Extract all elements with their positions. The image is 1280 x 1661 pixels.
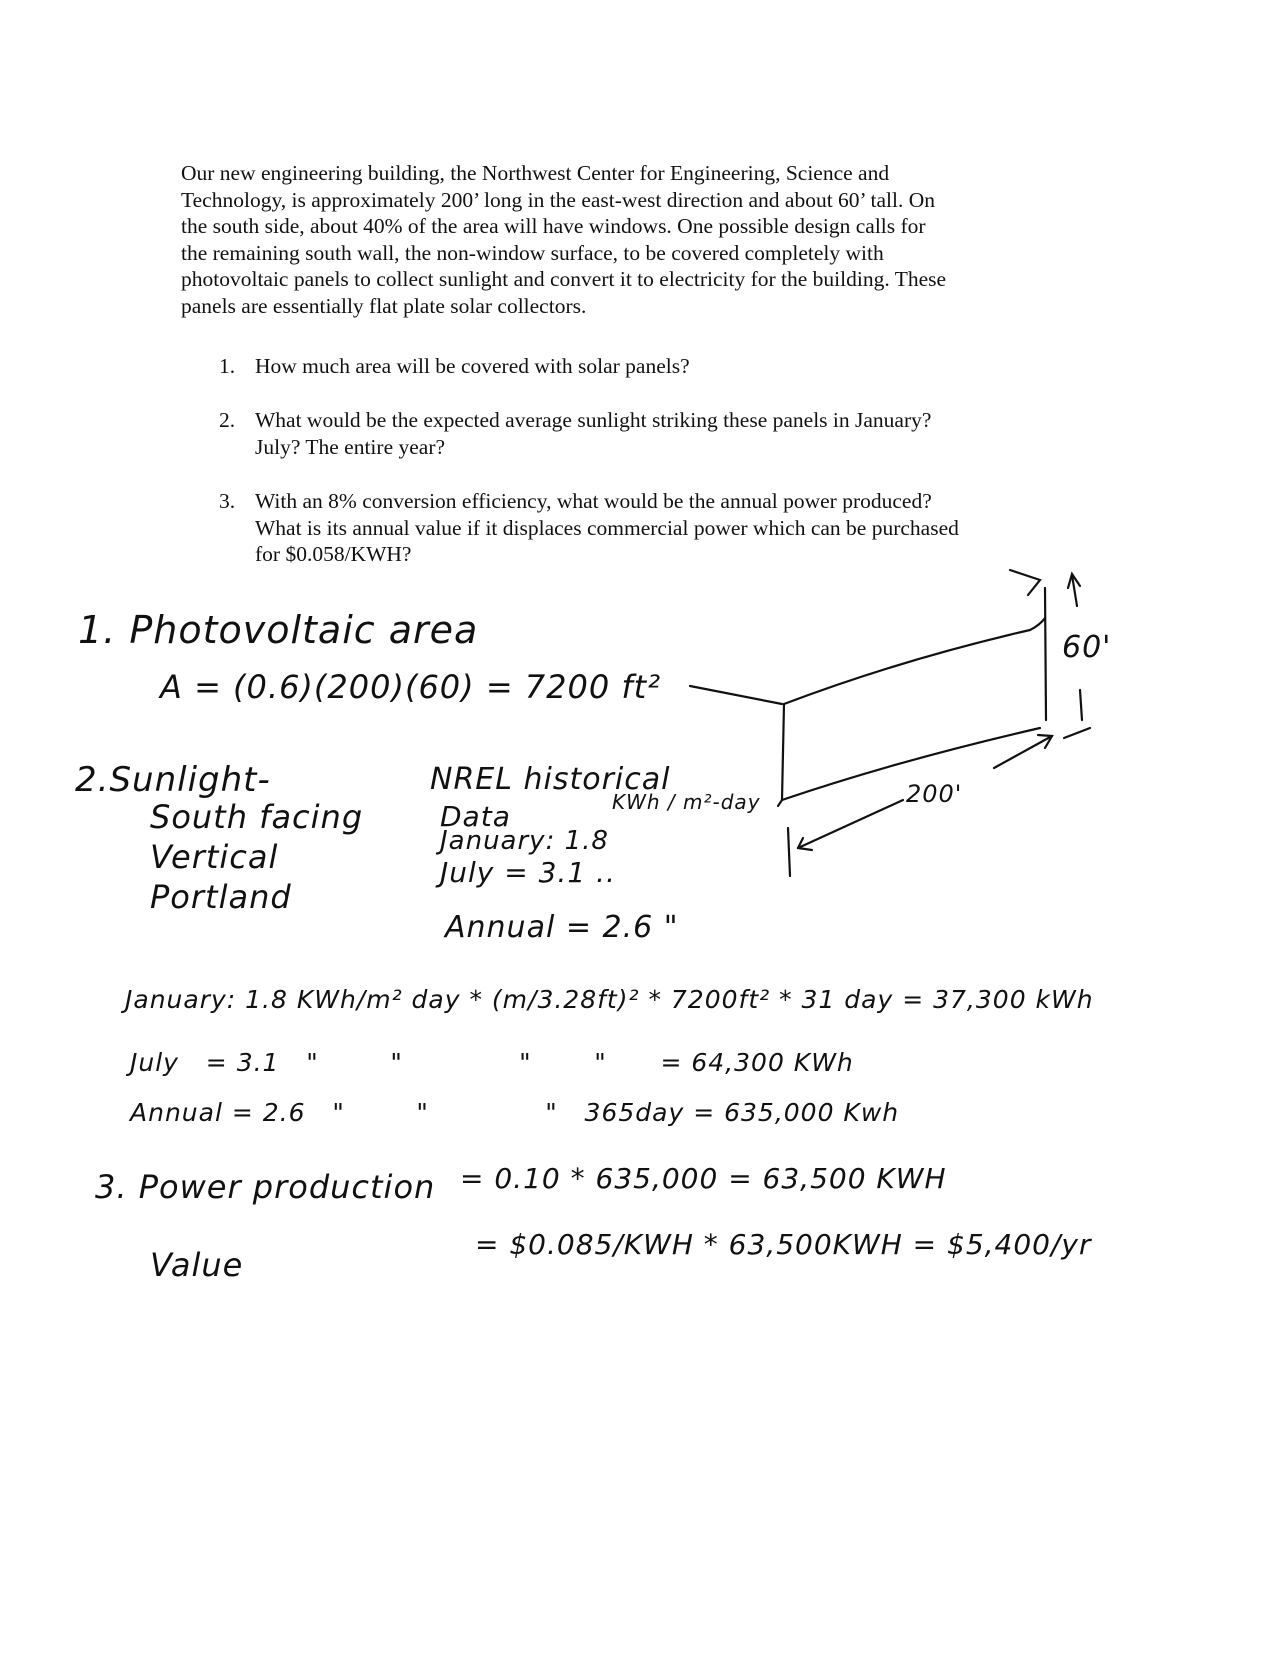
answer-2-line: Portland — [150, 878, 292, 916]
answer-3-value-label: Value — [150, 1246, 244, 1284]
calc-annual: Annual = 2.6 " " " 365day = 635,000 Kwh — [130, 1098, 900, 1127]
answer-3-value: = $0.085/KWH * 63,500KWH = $5,400/yr — [475, 1228, 1092, 1261]
answer-2-heading: 2.Sunlight- — [75, 760, 271, 800]
answer-1-formula: A = (0.6)(200)(60) = 7200 ft² — [160, 668, 662, 706]
answer-2-line: Vertical — [150, 838, 279, 876]
calc-january: January: 1.8 KWh/m² day * (m/3.28ft)² * 7200ft² * 31 day = 37,300 kWh — [125, 985, 1094, 1014]
question-line: How much area will be covered with solar panels? — [255, 354, 690, 378]
intro-line: the south side, about 40% of the area will have windows. One possible design calls for — [181, 214, 926, 238]
length-dimension: 200' — [906, 780, 963, 808]
nrel-heading: NREL historical — [430, 762, 671, 797]
intro-line: the remaining south wall, the non-window surface, to be covered completely with — [181, 240, 884, 265]
nrel-january: January: 1.8 — [440, 826, 609, 856]
question-line: July? The entire year? — [255, 434, 446, 459]
answer-1-heading: 1. Photovoltaic area — [78, 608, 479, 652]
nrel-unit: KWh / m²-day — [612, 790, 761, 814]
nrel-annual: Annual = 2.6 " — [445, 910, 679, 945]
answer-2-line: South facing — [150, 798, 364, 836]
nrel-july: July = 3.1 .. — [440, 856, 616, 889]
calc-july: July = 3.1 " " " " = 64,300 KWh — [130, 1048, 854, 1077]
question-line: What would be the expected average sunlight striking these panels in January? — [255, 408, 932, 432]
answer-3-power: = 0.10 * 635,000 = 63,500 KWH — [460, 1162, 947, 1195]
answer-3-heading: 3. Power production — [95, 1168, 436, 1206]
intro-line: panels are essentially flat plate solar collectors. — [181, 293, 587, 318]
question-line: What is its annual value if it displaces commercial power which can be purchased — [255, 515, 959, 540]
nrel-data-label: Data — [440, 800, 511, 833]
intro-line: Technology, is approximately 200’ long in the east-west direction and about 60’ tall. On — [181, 187, 935, 212]
question-line: With an 8% conversion efficiency, what would be the annual power produced? — [255, 489, 932, 513]
question-number: 3. — [219, 489, 236, 513]
intro-line: photovoltaic panels to collect sunlight and convert it to electricity for the building. These — [181, 267, 947, 291]
intro-line: Our new engineering building, the Northwest Center for Engineering, Science and — [181, 161, 890, 185]
question-number: 1. — [219, 354, 236, 378]
height-dimension: 60' — [1062, 630, 1112, 665]
question-number: 2. — [219, 408, 236, 432]
question-line: for $0.058/KWH? — [255, 542, 412, 566]
